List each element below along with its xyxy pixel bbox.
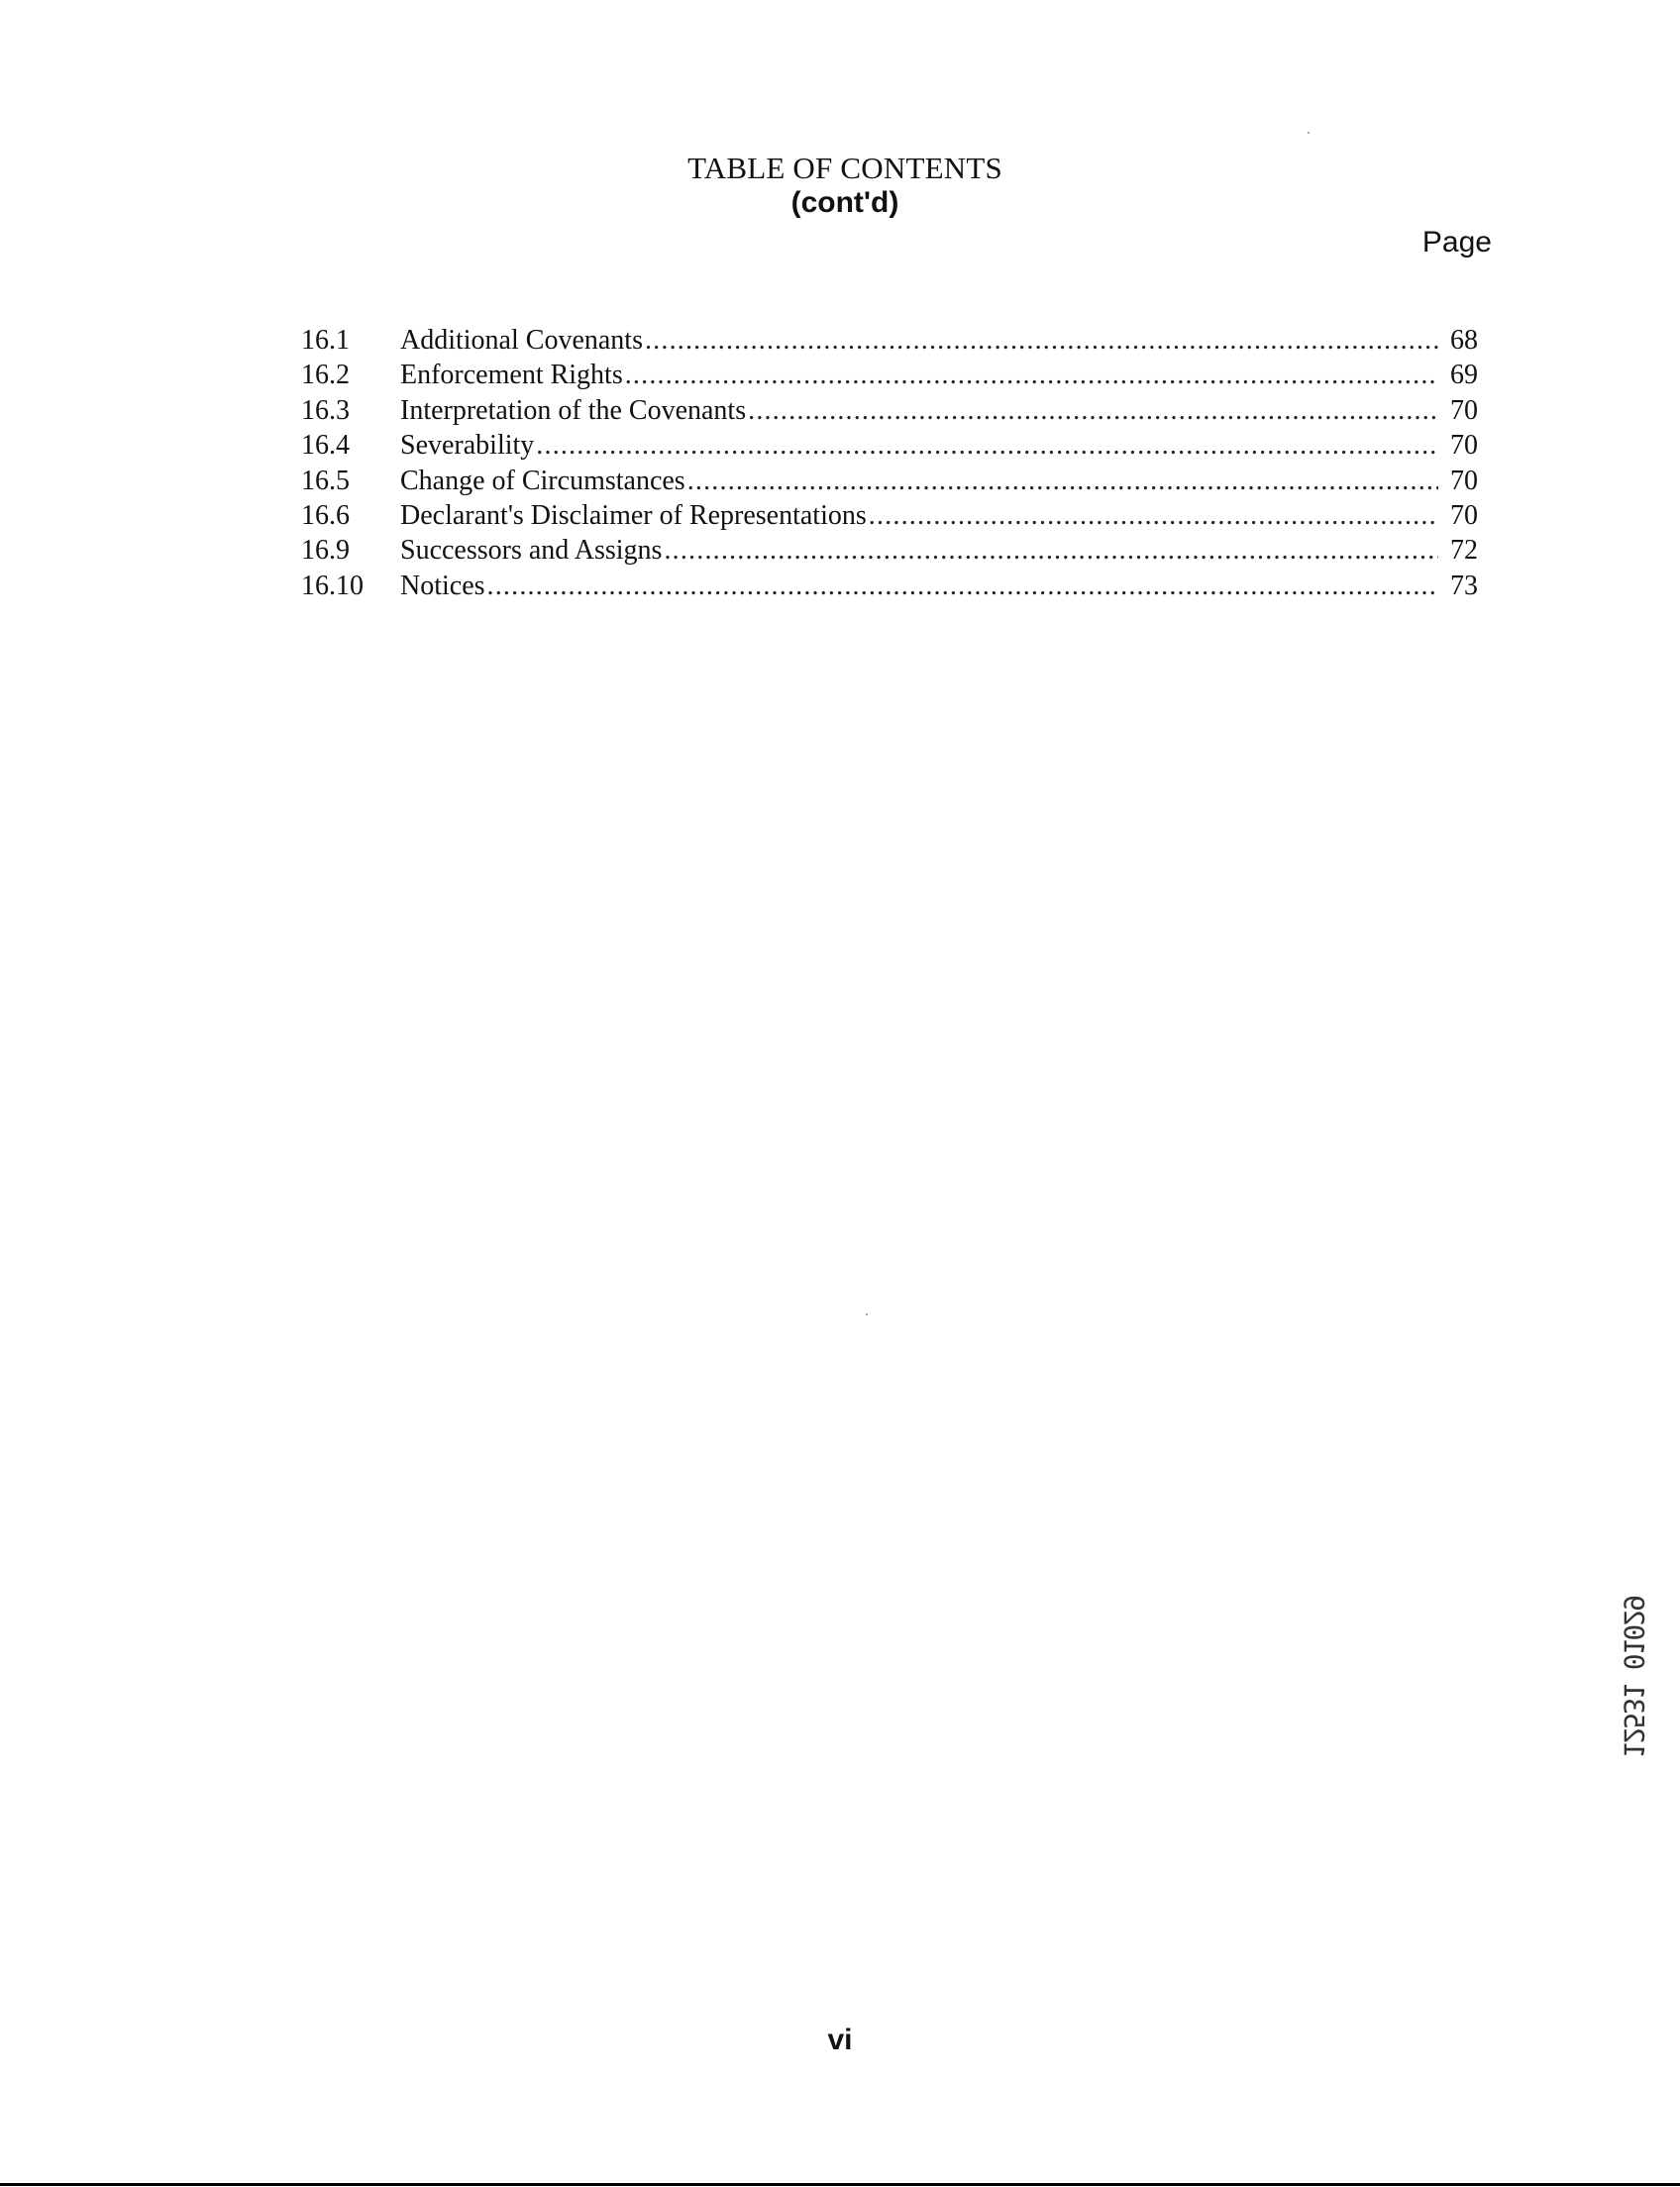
toc-entry (301, 464, 1478, 498)
scan-speck (1308, 132, 1310, 134)
toc-entry-page: 72 (1450, 535, 1478, 567)
toc-entry-title: Change of Circumstances (400, 465, 685, 496)
toc-subtitle: (cont'd) (790, 186, 899, 219)
toc-entry-title: Severability (400, 430, 535, 462)
dot-leader (748, 393, 1438, 428)
dot-leader (487, 569, 1438, 603)
scan-speck (866, 1313, 868, 1315)
toc-entry-number: 16.1 (301, 325, 350, 356)
scan-edge-rule (0, 2183, 1680, 2186)
toc-entry-title: Notices (400, 570, 485, 601)
toc-entry-title: Additional Covenants (400, 325, 643, 356)
page-number: vi (827, 2024, 853, 2056)
dot-leader (687, 464, 1438, 498)
toc-entry-page: 68 (1450, 325, 1478, 356)
toc-entry-number: 16.2 (301, 360, 350, 391)
toc-entry-number: 16.9 (301, 535, 350, 567)
toc-entry-number: 16.4 (301, 430, 350, 462)
dot-leader (625, 358, 1438, 392)
dot-leader (645, 323, 1438, 358)
toc-entry-title: Successors and Assigns (400, 535, 663, 567)
toc-entry-number: 16.5 (301, 465, 350, 496)
page-column-label: Page (1421, 226, 1492, 259)
toc-list (301, 323, 1478, 603)
toc-entry (301, 569, 1478, 603)
toc-entry-number: 16.6 (301, 499, 350, 531)
dot-leader (536, 428, 1438, 463)
toc-title: TABLE OF CONTENTS (687, 151, 1002, 185)
toc-entry (301, 533, 1478, 568)
toc-entry-page: 70 (1450, 465, 1478, 496)
toc-entry-title: Interpretation of the Covenants (400, 394, 747, 426)
toc-entry-page: 69 (1450, 360, 1478, 391)
toc-entry-page: 73 (1450, 570, 1478, 601)
toc-entry-page: 70 (1450, 499, 1478, 531)
toc-entry-number: 16.10 (301, 570, 364, 601)
toc-entry-page: 70 (1450, 394, 1478, 426)
document-id-stamp: 12531 01029 (1618, 1597, 1650, 1759)
toc-entry-title: Declarant's Disclaimer of Representations (400, 499, 867, 531)
toc-entry-number: 16.3 (301, 394, 350, 426)
dot-leader (664, 533, 1438, 568)
toc-entry (301, 498, 1478, 533)
toc-entry-page: 70 (1450, 430, 1478, 462)
toc-entry (301, 393, 1478, 428)
toc-entry (301, 323, 1478, 358)
toc-entry-title: Enforcement Rights (400, 360, 623, 391)
toc-entry (301, 358, 1478, 392)
toc-entry (301, 428, 1478, 463)
dot-leader (869, 498, 1438, 533)
